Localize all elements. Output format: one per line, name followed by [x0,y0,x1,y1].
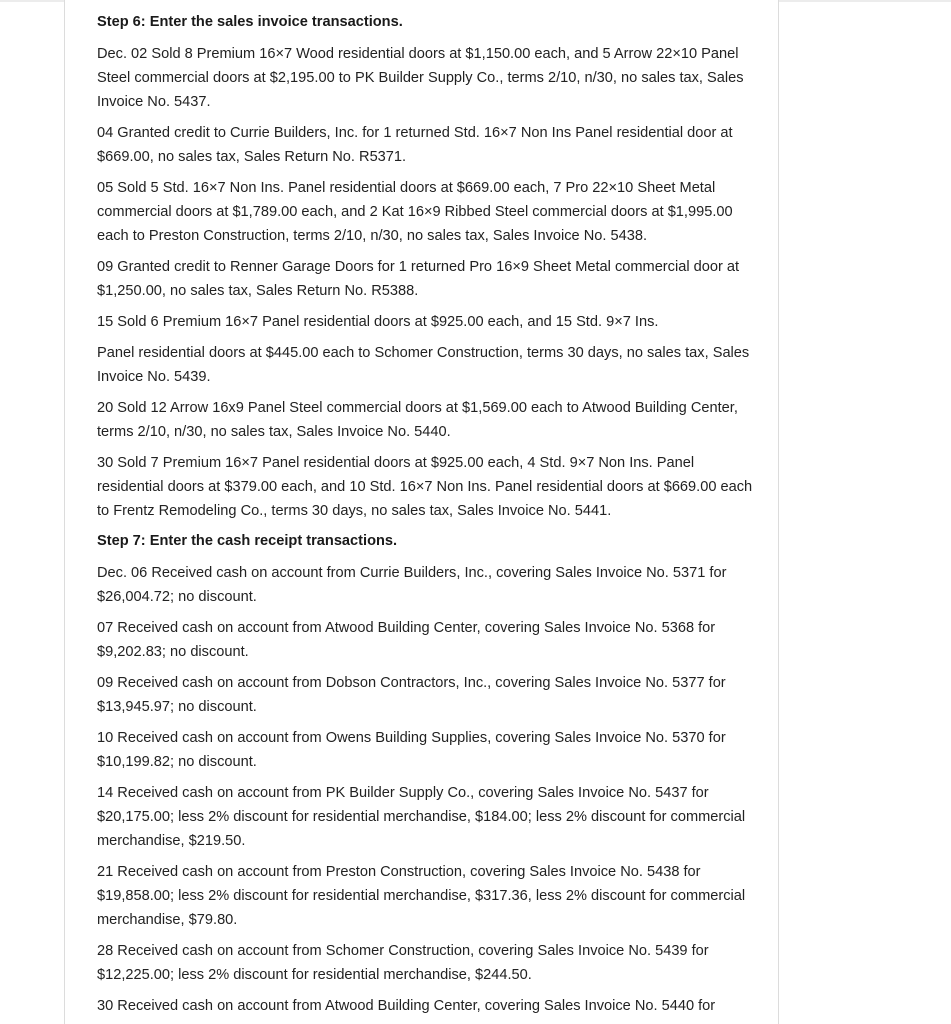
step-6-heading: Step 6: Enter the sales invoice transactions. [97,14,403,30]
transaction-05: 05 Sold 5 Std. 16×7 Non Ins. Panel residential doors at $669.00 each, 7 Pro 22×10 Sheet Metal commercial doors at $1,789.00 each, and 2 Kat 16×9 Ribbed Steel commercial doors at $1,995.00 each to Preston Construction, terms 2/10, n/30, no sales tax, Sales Invoice No. 5438. [97,180,733,244]
step-6-section [97,11,757,523]
step-7-section [97,530,757,1018]
transaction-15: 15 Sold 6 Premium 16×7 Panel residential doors at $925.00 each, and 15 Std. 9×7 Ins. [97,314,659,330]
receipt-21: 21 Received cash on account from Preston Construction, covering Sales Invoice No. 5438 for $19,858.00; less 2% discount for residential merchandise, $317.36, less 2% discount for commercial merchandise, $79.80. [97,864,746,928]
receipt-30: 30 Received cash on account from Atwood Building Center, covering Sales Invoice No. 5440 for [97,998,716,1014]
transaction-dec-02: Dec. 02 Sold 8 Premium 16×7 Wood residential doors at $1,150.00 each, and 5 Arrow 22×10 Panel Steel commercial doors at $2,195.00 to PK Builder Supply Co., terms 2/10, n/30, no sales tax, Sales Invoice No. 5437. [97,46,744,110]
transaction-15-continued: Panel residential doors at $445.00 each to Schomer Construction, terms 30 days, no sales tax, Sales Invoice No. 5439. [97,345,750,385]
transaction-09: 09 Granted credit to Renner Garage Doors for 1 returned Pro 16×9 Sheet Metal commercial door at $1,250.00, no sales tax, Sales Return No. R5388. [97,259,740,299]
step-7-heading: Step 7: Enter the cash receipt transactions. [97,533,398,549]
receipt-dec-06: Dec. 06 Received cash on account from Currie Builders, Inc., covering Sales Invoice No. 5371 for $26,004.72; no discount. [97,565,727,605]
receipt-10: 10 Received cash on account from Owens Building Supplies, covering Sales Invoice No. 5370 for $10,199.82; no discount. [97,730,726,770]
transaction-04: 04 Granted credit to Currie Builders, Inc. for 1 returned Std. 16×7 Non Ins Panel residential door at $669.00, no sales tax, Sales Return No. R5371. [97,125,733,165]
receipt-09: 09 Received cash on account from Dobson Contractors, Inc., covering Sales Invoice No. 5377 for $13,945.97; no discount. [97,675,726,715]
receipt-14: 14 Received cash on account from PK Builder Supply Co., covering Sales Invoice No. 5437 for $20,175.00; less 2% discount for residential merchandise, $184.00; less 2% discount for commercial merchandise, $219.50. [97,785,746,849]
document-content [97,11,757,1024]
transaction-20: 20 Sold 12 Arrow 16x9 Panel Steel commercial doors at $1,569.00 each to Atwood Building Center, terms 2/10, n/30, no sales tax, Sales Invoice No. 5440. [97,400,738,440]
receipt-28: 28 Received cash on account from Schomer Construction, covering Sales Invoice No. 5439 for $12,225.00; less 2% discount for residential merchandise, $244.50. [97,943,709,983]
receipt-07: 07 Received cash on account from Atwood Building Center, covering Sales Invoice No. 5368 for $9,202.83; no discount. [97,620,716,660]
transaction-30: 30 Sold 7 Premium 16×7 Panel residential doors at $925.00 each, 4 Std. 9×7 Non Ins. Panel residential doors at $379.00 each, and 10 Std. 16×7 Non Ins. Panel residential doors at $669.00 each to Frentz Remodeling Co., terms 30 days, no sales tax, Sales Invoice No. 5441. [97,455,753,519]
